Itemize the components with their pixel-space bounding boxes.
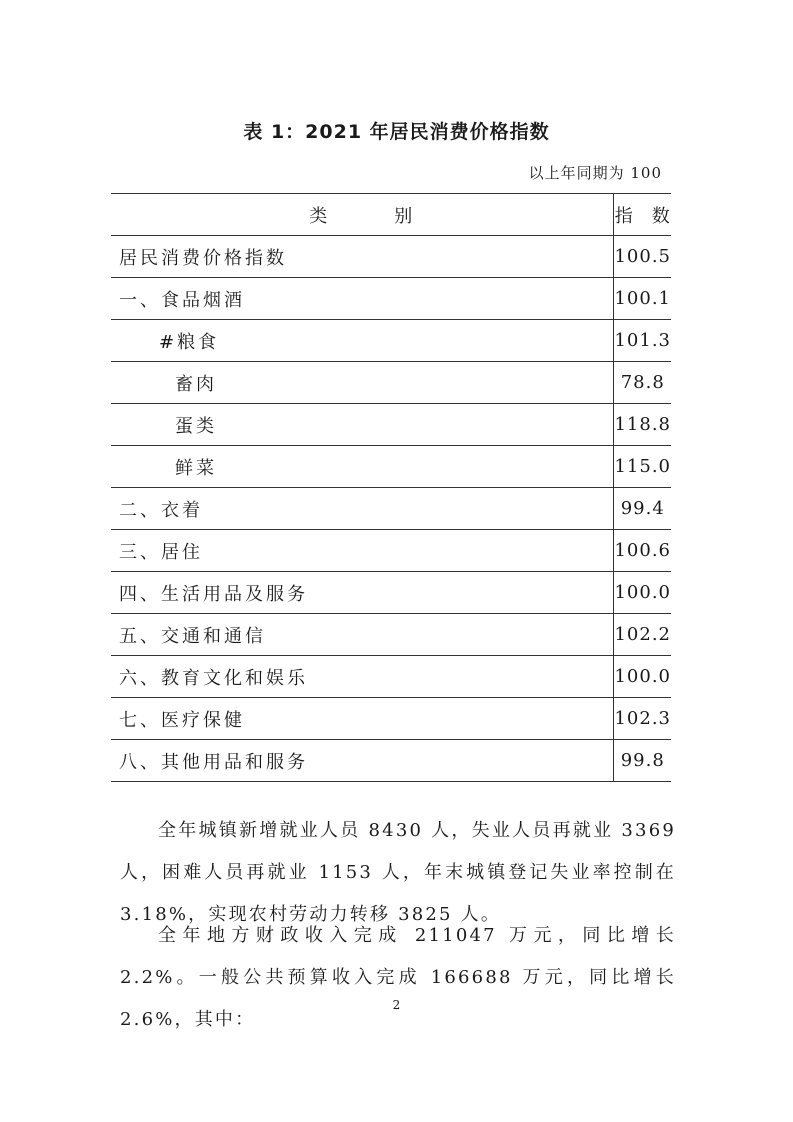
row-label: #粮食 xyxy=(111,320,614,362)
table-title: 表 1：2021 年居民消费价格指数 xyxy=(243,121,550,143)
row-label: 二、衣着 xyxy=(111,488,614,530)
employment-paragraph: 全年城镇新增就业人员 8430 人，失业人员再就业 3369 人，困难人员再就业 1153 人，年末城镇登记失业率控制在 3.18%，实现农村劳动力转移 3825 人。 xyxy=(120,820,676,925)
table-row xyxy=(111,530,671,572)
table-row xyxy=(111,278,671,320)
finance-paragraph: 全年地方财政收入完成 211047 万元，同比增长 2.2%。一般公共预算收入完成 166688 万元，同比增长 2.6%，其中： xyxy=(120,925,676,1030)
row-value: 100.0 xyxy=(614,572,671,614)
header-category-char-1: 类 xyxy=(309,205,331,227)
table-header-row xyxy=(111,194,671,236)
row-value: 100.5 xyxy=(614,236,671,278)
table-row xyxy=(111,614,671,656)
table-row xyxy=(111,404,671,446)
base-note: 以上年同期为 100 xyxy=(528,164,662,182)
header-category-char-2: 别 xyxy=(394,205,416,227)
header-index-char-2: 数 xyxy=(651,205,671,227)
row-value: 100.0 xyxy=(614,656,671,698)
row-value: 101.3 xyxy=(614,320,671,362)
row-value: 118.8 xyxy=(614,404,671,446)
row-value: 102.2 xyxy=(614,614,671,656)
table-row xyxy=(111,236,671,278)
table-row xyxy=(111,320,671,362)
row-value: 100.6 xyxy=(614,530,671,572)
row-label: 六、教育文化和娱乐 xyxy=(111,656,614,698)
table-row xyxy=(111,446,671,488)
table-row xyxy=(111,488,671,530)
row-label: 七、医疗保健 xyxy=(111,698,614,740)
row-label: 五、交通和通信 xyxy=(111,614,614,656)
row-value: 99.8 xyxy=(614,740,671,782)
row-label: 鲜菜 xyxy=(111,446,614,488)
row-label: 一、食品烟酒 xyxy=(111,278,614,320)
table-row xyxy=(111,740,671,782)
row-label: 四、生活用品及服务 xyxy=(111,572,614,614)
cpi-table xyxy=(111,193,671,782)
header-index xyxy=(614,194,671,236)
row-value: 102.3 xyxy=(614,698,671,740)
page-number: 2 xyxy=(392,998,401,1012)
header-category xyxy=(111,194,614,236)
row-value: 99.4 xyxy=(614,488,671,530)
row-label: 居民消费价格指数 xyxy=(111,236,614,278)
row-label: 畜肉 xyxy=(111,362,614,404)
table-row xyxy=(111,656,671,698)
header-index-char-1: 指 xyxy=(614,205,634,227)
table-row xyxy=(111,572,671,614)
row-label: 蛋类 xyxy=(111,404,614,446)
row-label: 三、居住 xyxy=(111,530,614,572)
row-value: 100.1 xyxy=(614,278,671,320)
row-value: 115.0 xyxy=(614,446,671,488)
table-row xyxy=(111,362,671,404)
table-row xyxy=(111,698,671,740)
row-value: 78.8 xyxy=(614,362,671,404)
row-label: 八、其他用品和服务 xyxy=(111,740,614,782)
